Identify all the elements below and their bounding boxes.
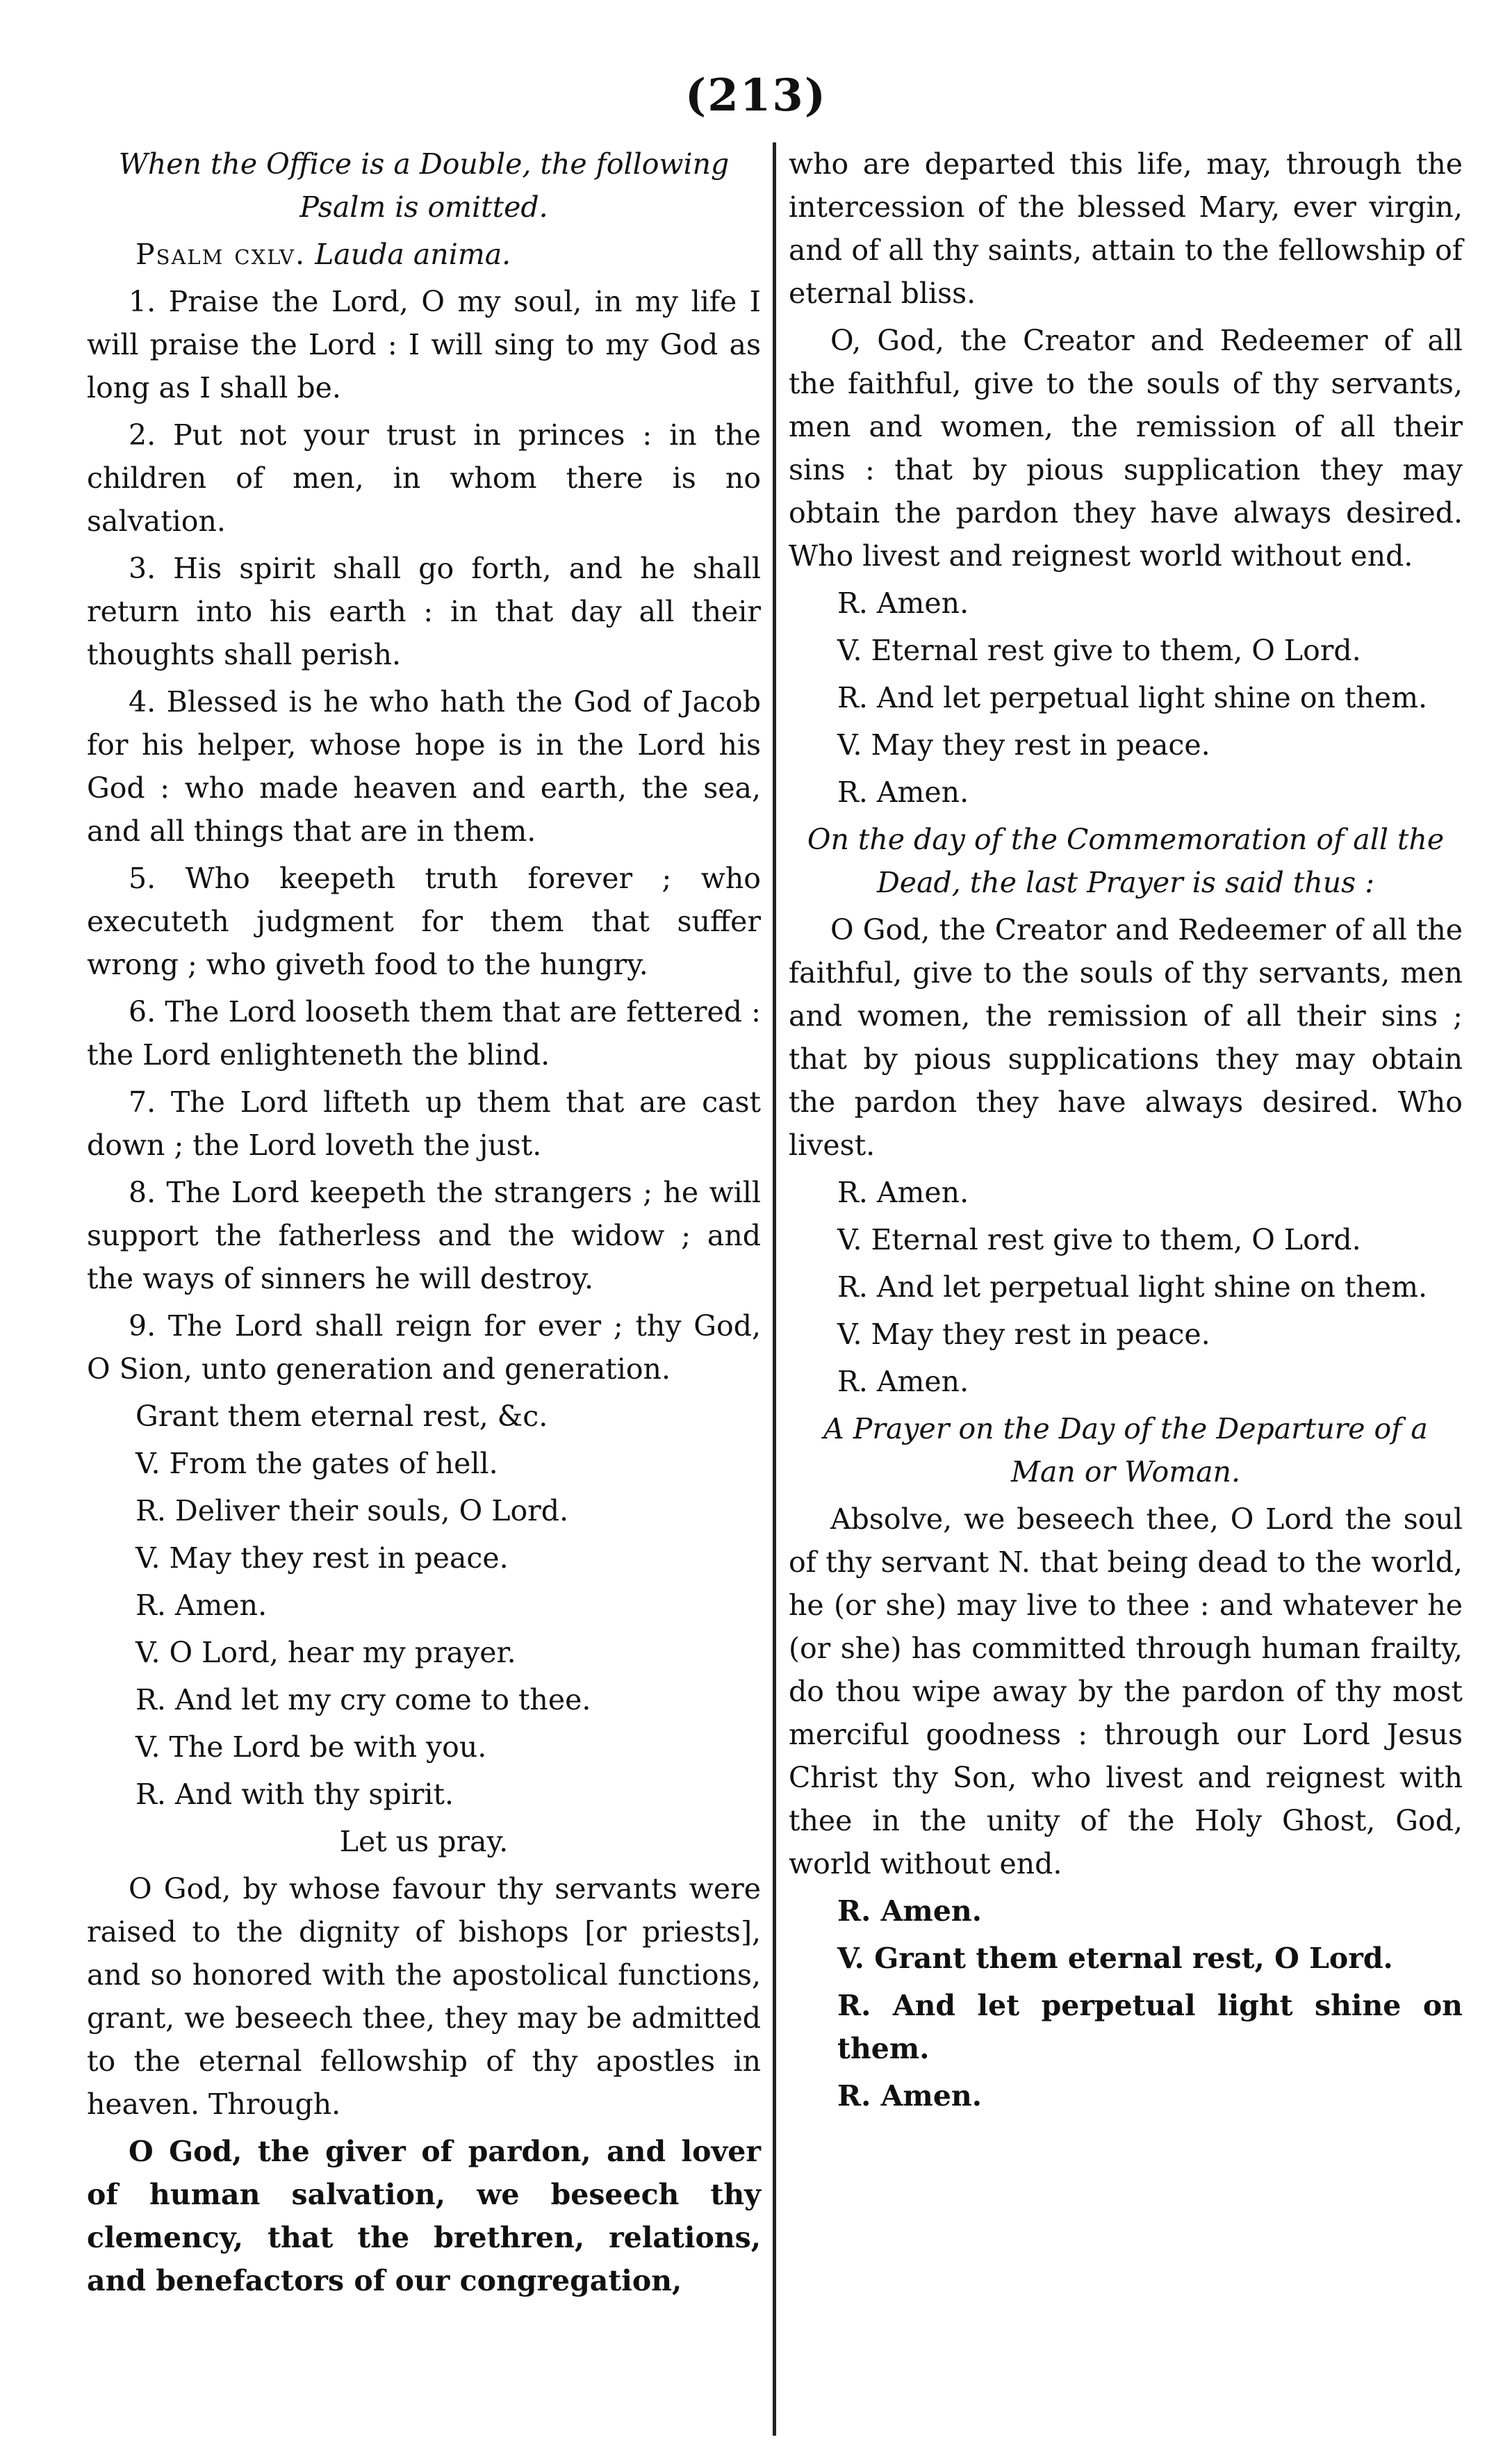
- psalm-title: [87, 233, 761, 276]
- let-us-pray: Let us pray.: [339, 1825, 509, 1858]
- psalm-verse: 4. Blessed is he who hath the God of Jacob for his helper, whose hope is in the Lord his God : who made heaven and earth, the sea, and all things that are in them.: [87, 685, 761, 848]
- response-line: R. Amen.: [837, 1365, 969, 1398]
- prayer-paragraph: O God, the giver of pardon, and lover of human salvation, we beseech thy clemency, that the brethren, relations, and benefactors of our congregation,: [87, 2135, 761, 2297]
- prayer-paragraph: Absolve, we beseech thee, O Lord the soul of thy servant N. that being dead to the world, he (or she) may live to thee : and whatever he (or she) has committed through human frailty, do thou wipe away by the pardon of thy most merciful goodness : through our Lord Jesus Christ thy Son, who livest and reignest with thee in the unity of the Holy Ghost, God, world without end.: [789, 1502, 1463, 1880]
- psalm-verse: 2. Put not your trust in princes : in the children of men, in whom there is no salvation.: [87, 418, 761, 538]
- response-line: R. Amen.: [837, 2079, 982, 2113]
- response-line: V. May they rest in peace.: [837, 1318, 1210, 1351]
- psalm-verse: 8. The Lord keepeth the strangers ; he will support the fatherless and the widow ; and the ways of sinners he will destroy.: [87, 1176, 761, 1295]
- response-line: R. Amen.: [837, 776, 969, 809]
- column-divider: [773, 142, 776, 2436]
- psalm-verse: 7. The Lord lifteth up them that are cast down ; the Lord loveth the just.: [87, 1085, 761, 1162]
- prayer-paragraph: O God, the Creator and Redeemer of all the faithful, give to the souls of thy servants, men and women, the remission of all their sins ; that by pious supplications they may obtain the pardon they have always desired. Who livest.: [789, 913, 1463, 1162]
- psalm-label: Psalm cxlv.: [135, 238, 306, 271]
- response-line: R. And let my cry come to thee.: [135, 1683, 591, 1716]
- response-line: V. The Lord be with you.: [135, 1730, 487, 1764]
- response-line: V. Eternal rest give to them, O Lord.: [837, 634, 1361, 667]
- right-column: [789, 142, 1463, 2122]
- response-line: V. O Lord, hear my prayer.: [135, 1636, 516, 1669]
- response-line: R. Amen.: [837, 587, 969, 620]
- psalm-verse: 1. Praise the Lord, O my soul, in my life I will praise the Lord : I will sing to my God as long as I shall be.: [87, 285, 761, 404]
- rubric-heading: On the day of the Commemoration of all the Dead, the last Prayer is said thus :: [807, 823, 1445, 899]
- response-line: R. Amen.: [837, 1894, 982, 1928]
- response-line: Grant them eternal rest, &c.: [135, 1400, 548, 1433]
- prayer-paragraph: O God, by whose favour thy servants were raised to the dignity of bishops [or priests], and so honored with the apostolical functions, grant, we beseech thee, they may be admitted to the eternal fellowship of thy apostles in heaven. Through.: [87, 1872, 761, 2121]
- psalm-incipit: Lauda anima.: [315, 238, 511, 271]
- response-line: V. May they rest in peace.: [837, 728, 1210, 762]
- response-line: R. Amen.: [837, 1176, 969, 1209]
- prayer-continuation: who are departed this life, may, through the intercession of the blessed Mary, ever virgin, and of all thy saints, attain to the fellowship of eternal bliss.: [789, 147, 1463, 310]
- psalm-verse: 9. The Lord shall reign for ever ; thy God, O Sion, unto generation and generation.: [87, 1309, 761, 1386]
- rubric-heading: When the Office is a Double, the following Psalm is omitted.: [118, 147, 730, 224]
- response-line: V. Eternal rest give to them, O Lord.: [837, 1223, 1361, 1256]
- left-column: [87, 142, 761, 2306]
- psalm-verse: 5. Who keepeth truth forever ; who executeth judgment for them that suffer wrong ; who giveth food to the hungry.: [87, 862, 761, 981]
- response-line: R. And let perpetual light shine on them.: [837, 1270, 1428, 1304]
- rubric-heading: A Prayer on the Day of the Departure of a Man or Woman.: [823, 1412, 1428, 1489]
- response-line: V. Grant them eternal rest, O Lord.: [837, 1942, 1393, 1975]
- prayer-paragraph: O, God, the Creator and Redeemer of all the faithful, give to the souls of thy servants, men and women, the remission of all their sins : that by pious supplication they may obtain the pardon they have always desired. Who livest and reignest world without end.: [789, 324, 1463, 573]
- response-line: R. And let perpetual light shine on them.: [837, 1989, 1463, 2065]
- page-number: (213): [684, 69, 828, 122]
- psalm-verse: 3. His spirit shall go forth, and he shall return into his earth : in that day all their thoughts shall perish.: [87, 552, 761, 671]
- response-line: R. And with thy spirit.: [135, 1778, 454, 1811]
- response-line: R. Deliver their souls, O Lord.: [135, 1494, 569, 1527]
- response-line: V. May they rest in peace.: [135, 1541, 509, 1575]
- response-line: V. From the gates of hell.: [135, 1447, 498, 1480]
- psalm-verse: 6. The Lord looseth them that are fettered : the Lord enlighteneth the blind.: [87, 995, 761, 1072]
- response-line: R. And let perpetual light shine on them.: [837, 681, 1428, 714]
- response-line: R. Amen.: [135, 1589, 268, 1622]
